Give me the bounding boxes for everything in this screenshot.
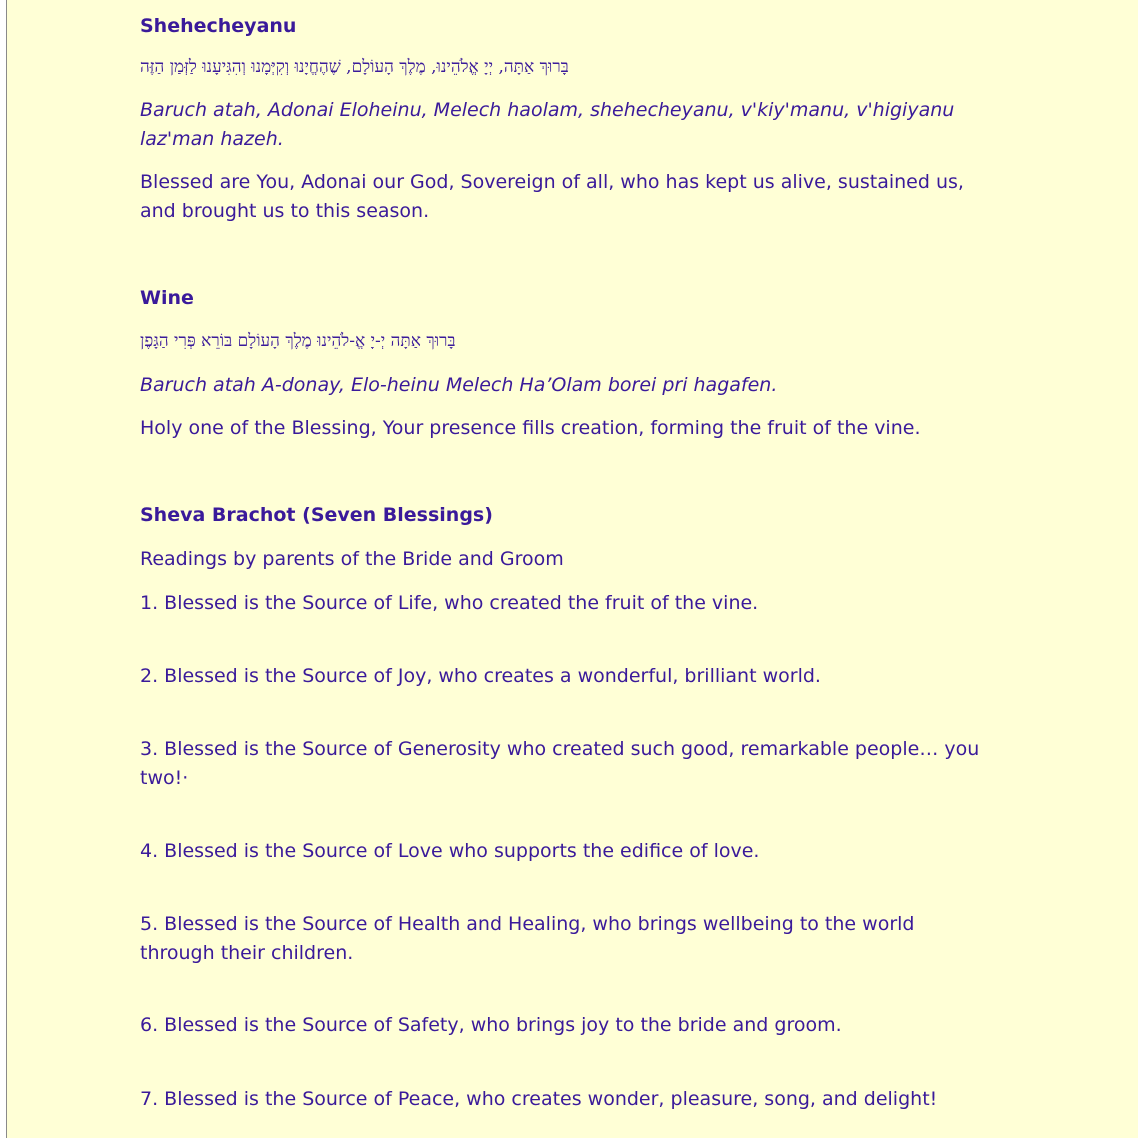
shehecheyanu-translation: Blessed are You, Adonai our God, Sovereign of all, who has kept us alive, sustained us, and brought us to this season. — [140, 171, 964, 222]
blessing-item-6: 6. Blessed is the Source of Safety, who brings joy to the bride and groom. — [140, 1014, 842, 1036]
wine-hebrew: בָּרוּךְ אַתָּה יְ-יָ אֱ-לֹהֵינוּ מֶלֶךְ הָעוֹלָם בּוֹרֵא פְּרִי הַגָּפֶן — [140, 331, 456, 351]
sheva-brachot-heading: Sheva Brachot (Seven Blessings) — [140, 504, 493, 526]
shehecheyanu-heading: Shehecheyanu — [140, 15, 297, 37]
blessing-item-5: 5. Blessed is the Source of Health and Healing, who brings wellbeing to the world through their children. — [140, 913, 915, 964]
blessing-item-1: 1. Blessed is the Source of Life, who created the fruit of the vine. — [140, 592, 759, 614]
shehecheyanu-hebrew: בָּרוּךְ אַתָּה, יְיָ אֱלֹהֵינוּ, מֶלֶךְ הָעוֹלָם, שֶׁהֶחֱיָנוּ וְקִיְּמָנוּ וְהִגִּיעָנוּ לַזְּמַן הַזֶּה — [140, 57, 569, 77]
sheva-brachot-intro: Readings by parents of the Bride and Groom — [140, 548, 564, 570]
blessing-item-7: 7. Blessed is the Source of Peace, who creates wonder, pleasure, song, and delight! — [140, 1088, 938, 1110]
blessing-item-3: 3. Blessed is the Source of Generosity who created such good, remarkable people… you two!· — [140, 738, 980, 789]
blessing-item-4: 4. Blessed is the Source of Love who supports the edifice of love. — [140, 840, 760, 862]
shehecheyanu-transliteration: Baruch atah, Adonai Eloheinu, Melech haolam, shehecheyanu, v'kiy'manu, v'higiyanu laz'man hazeh. — [140, 99, 955, 150]
wine-translation: Holy one of the Blessing, Your presence fills creation, forming the fruit of the vine. — [140, 417, 921, 439]
blessing-item-2: 2. Blessed is the Source of Joy, who creates a wonderful, brilliant world. — [140, 665, 821, 687]
page — [6, 0, 1138, 1138]
wine-transliteration: Baruch atah A-donay, Elo-heinu Melech Ha’Olam borei pri hagafen. — [140, 374, 778, 396]
wine-heading: Wine — [140, 287, 194, 309]
